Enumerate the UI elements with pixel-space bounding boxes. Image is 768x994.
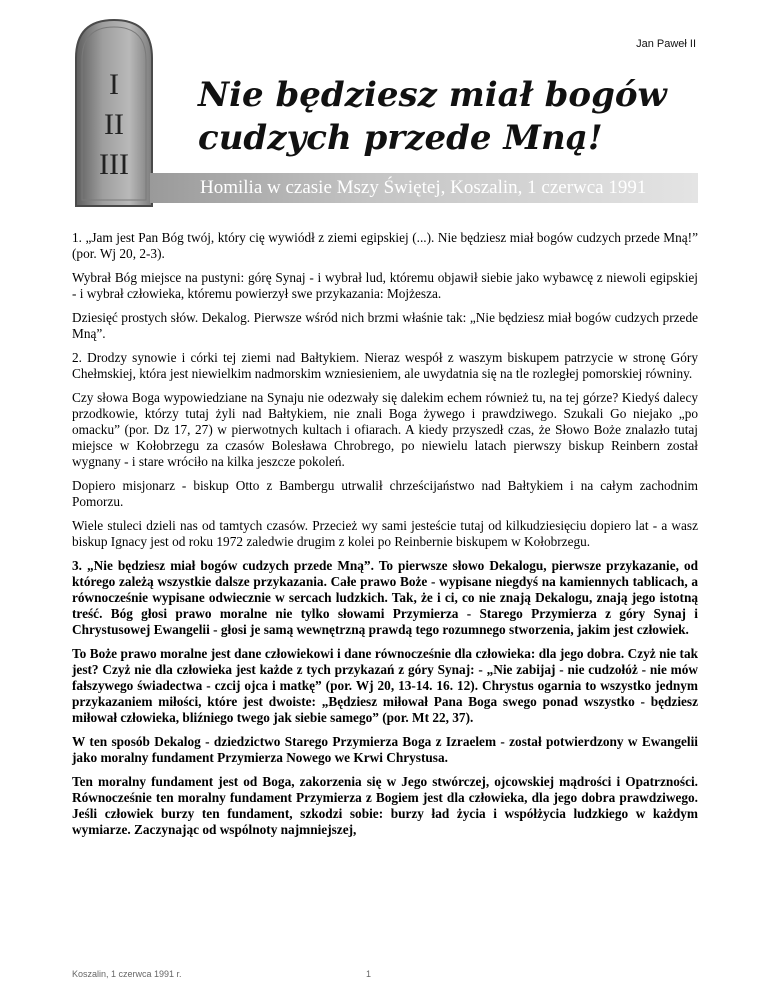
paragraph-11: Ten moralny fundament jest od Boga, zakorzenia się w Jego stwórczej, ojcowskiej mądrości i Opatrzności. Równocześnie ten moralny fundament Przymierza z Bogiem jest dla człowieka, dla jego dobra prawdziwego. Jeśli człowiek burzy ten fundament, szkodzi sobie: burzy ład życia i współżycia ludzkiego w każdym wymiarze. Zaczynając od wspólnoty najmniejszej, [72, 774, 698, 837]
page-number: 1 [366, 969, 372, 979]
paragraph-10: W ten sposób Dekalog - dziedzictwo Starego Przymierza Boga z Izraelem - został potwierdzony w Ewangelii jako moralny fundament Przymierza Nowego we Krwi Chrystusa. [72, 734, 698, 765]
paragraph-7: Wiele stuleci dzieli nas od tamtych czasów. Przecież wy sami jesteście tutaj od kilkudziesięciu dopiero lat - a wasz biskup Ignacy jest od roku 1972 zaledwie drugim z kolei po Reinbernie biskupem w Kołobrzegu. [72, 518, 698, 549]
stone-tablet-icon [72, 16, 156, 208]
paragraph-3: Dziesięć prostych słów. Dekalog. Pierwsze wśród nich brzmi właśnie tak: „Nie będziesz miał bogów cudzych przede Mną”. [72, 310, 698, 341]
tablet-numeral-2: II [104, 108, 124, 141]
tablet-numeral-3: III [99, 148, 129, 181]
paragraph-6: Dopiero misjonarz - biskup Otto z Bambergu utrwalił chrześcijaństwo nad Bałtykiem i na całym zachodnim Pomorzu. [72, 478, 698, 509]
title-line-2: cudzych przede Mną! [198, 118, 603, 158]
tablet-numeral-1: I [109, 68, 119, 101]
footer-date: Koszalin, 1 czerwca 1991 r. [72, 969, 182, 979]
paragraph-5: Czy słowa Boga wypowiedziane na Synaju nie odezwały się dalekim echem również tu, na tej górze? Kiedyś dalecy przodkowie, którzy tutaj żyli nad Bałtykiem, nie znali Boga żywego i prawdziwego. Szukali Go niejako „po omacku” (por. Dz 17, 27) w pierwotnych kultach i ofiarach. A kiedy przyszedł czas, że Słowo Boże znalazło tutaj miejsce w Kołobrzegu za czasów Bolesława Chrobrego, po niewielu latach pierwszy biskup Reinbern został wygnany - i stare wróciło na kilka jeszcze pokoleń. [72, 390, 698, 469]
paragraph-8: 3. „Nie będziesz miał bogów cudzych przede Mną”. To pierwsze słowo Dekalogu, pierwsze przykazanie, od którego zależą wszystkie dalsze przykazania. Całe prawo Boże - wypisane niegdyś na kamiennych tablicach, a równocześnie wypisane odwiecznie w sercach ludzkich. Tak, że i ci, co nie znają Dekalogu, znają jego istotną treść. Bóg głosi prawo moralne nie tylko słowami Przymierza - Starego Przymierza z góry Synaj i Chrystusowej Ewangelii - głosi je samą wewnętrzną prawdą tego rozumnego stworzenia, jakim jest człowiek. [72, 558, 698, 637]
paragraph-1: 1. „Jam jest Pan Bóg twój, który cię wywiódł z ziemi egipskiej (...). Nie będziesz miał bogów cudzych przede Mną!” (por. Wj 20, 2-3). [72, 230, 698, 261]
author-name: Jan Paweł II [636, 38, 696, 50]
paragraph-9: To Boże prawo moralne jest dane człowiekowi i dane równocześnie dla człowieka: dla jego dobra. Czyż nie tak jest? Czyż nie dla człowieka jest każde z tych przykazań z góry Synaj: - „Nie zabijaj - nie cudzołóż - nie mów fałszywego świadectwa - czcij ojca i matkę” (por. Wj 20, 13-14. 16. 12). Chrystus ogarnia to wszystko jednym przykazaniem miłości, które jest dwoiste: „Będziesz miłował Pana Boga swego ponad wszystko - będziesz miłował człowieka, bliźniego twego jak siebie samego” (por. Mt 22, 37). [72, 646, 698, 725]
page-title [198, 74, 718, 160]
title-line-1: Nie będziesz miał bogów [198, 75, 667, 115]
page-subtitle: Homilia w czasie Mszy Świętej, Koszalin, 1 czerwca 1991 [200, 177, 647, 198]
paragraph-2: Wybrał Bóg miejsce na pustyni: górę Synaj - i wybrał lud, któremu objawił siebie jako wybawcę z niewoli egipskiej - i wybrał człowieka, któremu powierzył swe przykazania: Mojżesza. [72, 270, 698, 301]
homily-text [72, 230, 698, 846]
paragraph-4: 2. Drodzy synowie i córki tej ziemi nad Bałtykiem. Nieraz wespół z waszym biskupem patrzycie w stronę Góry Chełmskiej, która jest niewielkim nadmorskim wzniesieniem, ale uwydatnia się na tle rozległej pomorskiej równiny. [72, 350, 698, 381]
